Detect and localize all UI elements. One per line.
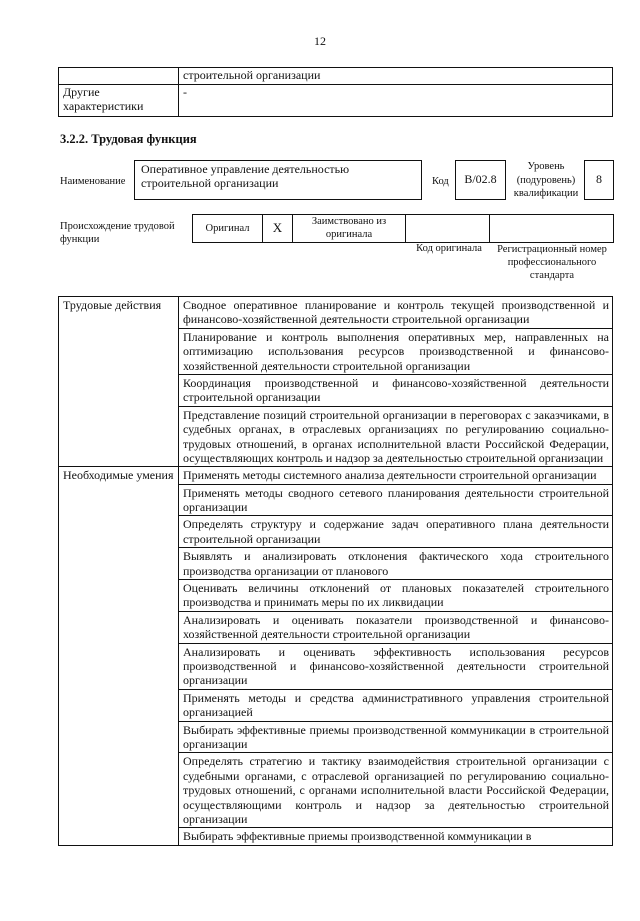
list-item: Выбирать эффективные приемы производственной коммуникации в <box>179 828 613 845</box>
name-label: Наименование <box>60 176 126 187</box>
code-value-box: B/02.8 <box>455 160 506 200</box>
list-item: Применять методы системного анализа деятельности строительной организации <box>179 467 613 484</box>
section-title: 3.2.2. Трудовая функция <box>60 132 197 146</box>
code-label: Код <box>432 176 449 187</box>
list-item: Применять методы сводного сетевого планирования деятельности строительной организации <box>179 484 613 516</box>
list-item: Выявлять и анализировать отклонения фактического хода строительного производства организации от планового <box>179 548 613 580</box>
origin-table <box>192 214 614 243</box>
table-row <box>59 297 613 329</box>
reg-number-cell <box>490 215 614 243</box>
group-label: Необходимые умения <box>59 467 179 845</box>
reg-caption: Регистрационный номер профессионального стандарта <box>497 244 607 282</box>
table-row <box>193 215 614 243</box>
table-row <box>59 467 613 484</box>
list-item: Представление позиций строительной организации в переговорах с заказчиками, в судебных органах, в отраслевых организациях по регулированию социально-трудовых отношений, в органах исполнительной власти Российской Федерации, осуществляющих контроль и надзор за деятельностью строительной организации <box>179 406 613 467</box>
list-item: Оценивать величины отклонений от плановых показателей строительного производства и принимать меры по их ликвидации <box>179 580 613 612</box>
origin-label: Происхождение трудовой функции <box>60 221 175 245</box>
level-value-box: 8 <box>584 160 614 200</box>
level-label: Уровень (подуровень) квалификации <box>513 161 579 200</box>
original-mark: X <box>263 215 293 243</box>
table-row <box>59 68 613 85</box>
function-details-table <box>58 296 613 846</box>
table-row <box>59 84 613 116</box>
row-label <box>59 68 179 85</box>
original-label: Оригинал <box>193 215 263 243</box>
list-item: Выбирать эффективные приемы производственной коммуникации в строительной организации <box>179 721 613 753</box>
code-caption: Код оригинала <box>416 243 482 254</box>
list-item: Применять методы и средства административного управления строительной организацией <box>179 689 613 721</box>
list-item: Определять стратегию и тактику взаимодействия строительной организации с судебными органами, с отраслевой организацией по регулированию социально-трудовых отношений, с органами исполнительной власти Российской Федерации, осуществляющими контроль и надзор за деятельностью строительной организации <box>179 753 613 828</box>
list-item: Анализировать и оценивать эффективность использования ресурсов производственной и финансово-хозяйственной деятельности строительной организации <box>179 643 613 689</box>
list-item: Планирование и контроль выполнения оперативных мер, направленных на оптимизацию использования ресурсов производственной и финансово-хозяйственной деятельности строительной организации <box>179 328 613 374</box>
borrowed-label: Заимствовано из оригинала <box>293 215 406 243</box>
list-item: Координация производственной и финансово-хозяйственной деятельности строительной организации <box>179 374 613 406</box>
original-code-cell <box>406 215 490 243</box>
row-label: Другие характеристики <box>59 84 179 116</box>
list-item: Анализировать и оценивать показатели производственной и финансово-хозяйственной деятельности строительной организации <box>179 611 613 643</box>
page-number: 12 <box>314 34 326 48</box>
row-value: строительной организации <box>179 68 613 85</box>
group-label: Трудовые действия <box>59 297 179 467</box>
list-item: Сводное оперативное планирование и контроль текущей производственной и финансово-хозяйственной деятельности строительной организации <box>179 297 613 329</box>
list-item: Определять структуру и содержание задач оперативного плана деятельности строительной организации <box>179 516 613 548</box>
row-value: - <box>179 84 613 116</box>
function-name-box: Оперативное управление деятельностью строительной организации <box>134 160 422 200</box>
continuation-table <box>58 67 613 117</box>
